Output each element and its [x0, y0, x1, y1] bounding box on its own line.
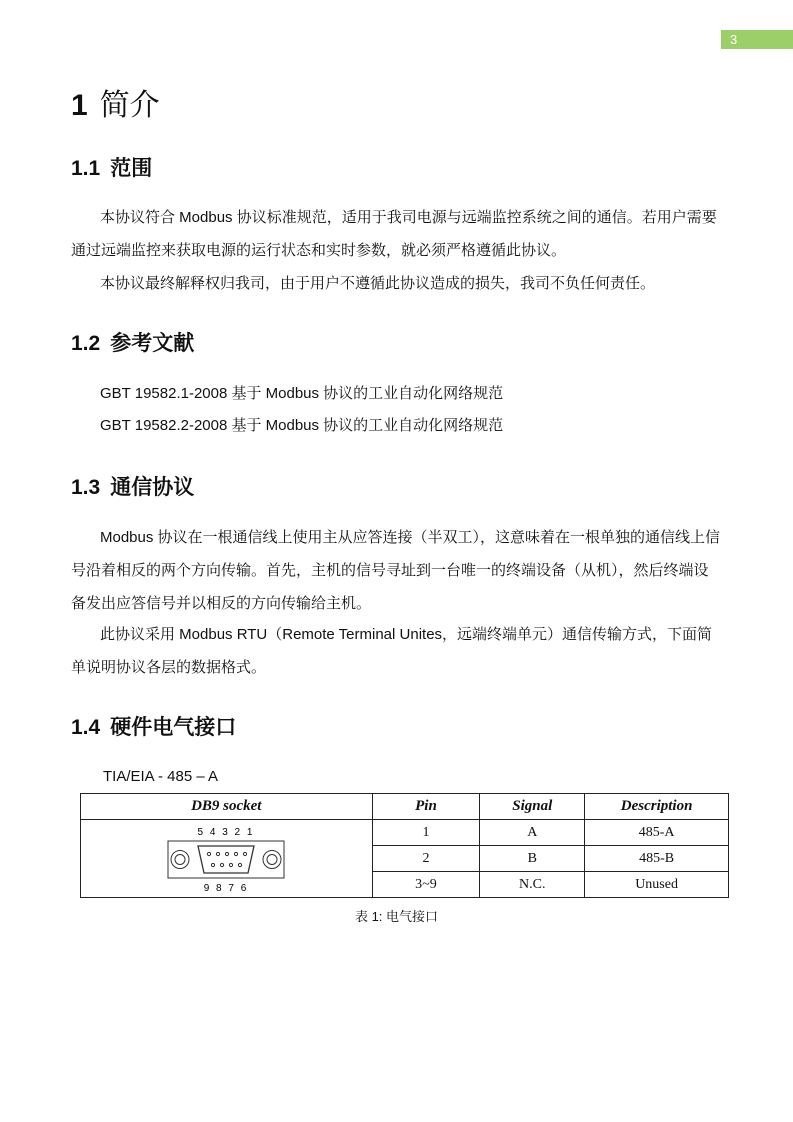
- scope-paragraph-2: 本协议最终解释权归我司，由于用户不遵循此协议造成的损失，我司不负任何责任。: [100, 275, 656, 292]
- pin-cell: 3~9: [372, 872, 480, 898]
- pin-cell: 1: [372, 820, 480, 846]
- description-cell: 485-A: [585, 820, 729, 846]
- db9-bottom-pin-labels: 9 8 7 6: [203, 882, 249, 894]
- description-cell: Unused: [585, 872, 729, 898]
- header-pin: Pin: [372, 794, 480, 820]
- signal-cell: N.C.: [480, 872, 585, 898]
- signal-cell: B: [480, 846, 585, 872]
- page-number: 3: [721, 30, 793, 49]
- pin-cell: 2: [372, 846, 480, 872]
- table-row: [81, 820, 729, 846]
- interface-standard: TIA/EIA - 485 – A: [103, 768, 219, 785]
- reference-2: GBT 19582.2-2008 基于 Modbus 协议的工业自动化网络规范: [100, 417, 504, 434]
- db9-connector-cell: [81, 820, 373, 898]
- db9-top-pin-labels: 5 4 3 2 1: [197, 826, 255, 838]
- section-heading-hardware: 1.4 硬件电气接口: [71, 716, 237, 739]
- header-description: Description: [585, 794, 729, 820]
- signal-cell: A: [480, 820, 585, 846]
- db9-connector-icon: [166, 824, 286, 894]
- description-cell: 485-B: [585, 846, 729, 872]
- table-header-row: [81, 794, 729, 820]
- protocol-paragraph-2: 此协议采用 Modbus RTU（Remote Terminal Unites，远端终端单元）通信传输方式，下面简单说明协议各层的数据格式。: [71, 626, 713, 676]
- section-heading-scope: 1.1 范围: [71, 157, 153, 180]
- chapter-title: 简介: [99, 89, 160, 122]
- scope-paragraph-1: 本协议符合 Modbus 协议标准规范，适用于我司电源与远端监控系统之间的通信。若用户需要通过远端监控来获取电源的运行状态和实时参数，就必须严格遵循此协议。: [71, 209, 717, 259]
- section-heading-references: 1.2 参考文献: [71, 332, 195, 355]
- reference-1: GBT 19582.1-2008 基于 Modbus 协议的工业自动化网络规范: [100, 385, 504, 402]
- chapter-heading: [71, 80, 160, 124]
- header-db9-socket: DB9 socket: [81, 794, 373, 820]
- protocol-paragraph-1: Modbus 协议在一根通信线上使用主从应答连接（半双工），这意味着在一根单独的通信线上信号沿着相反的两个方向传输。首先，主机的信号寻址到一台唯一的终端设备（从机），然后终端设备发出应答信号并以相反的方向传输给主机。: [71, 529, 721, 612]
- header-signal: Signal: [480, 794, 585, 820]
- table-caption: 表 1: 电气接口: [354, 909, 439, 924]
- electrical-interface-table: [80, 793, 729, 898]
- chapter-number: 1: [71, 89, 88, 122]
- section-heading-protocol: 1.3 通信协议: [71, 476, 195, 499]
